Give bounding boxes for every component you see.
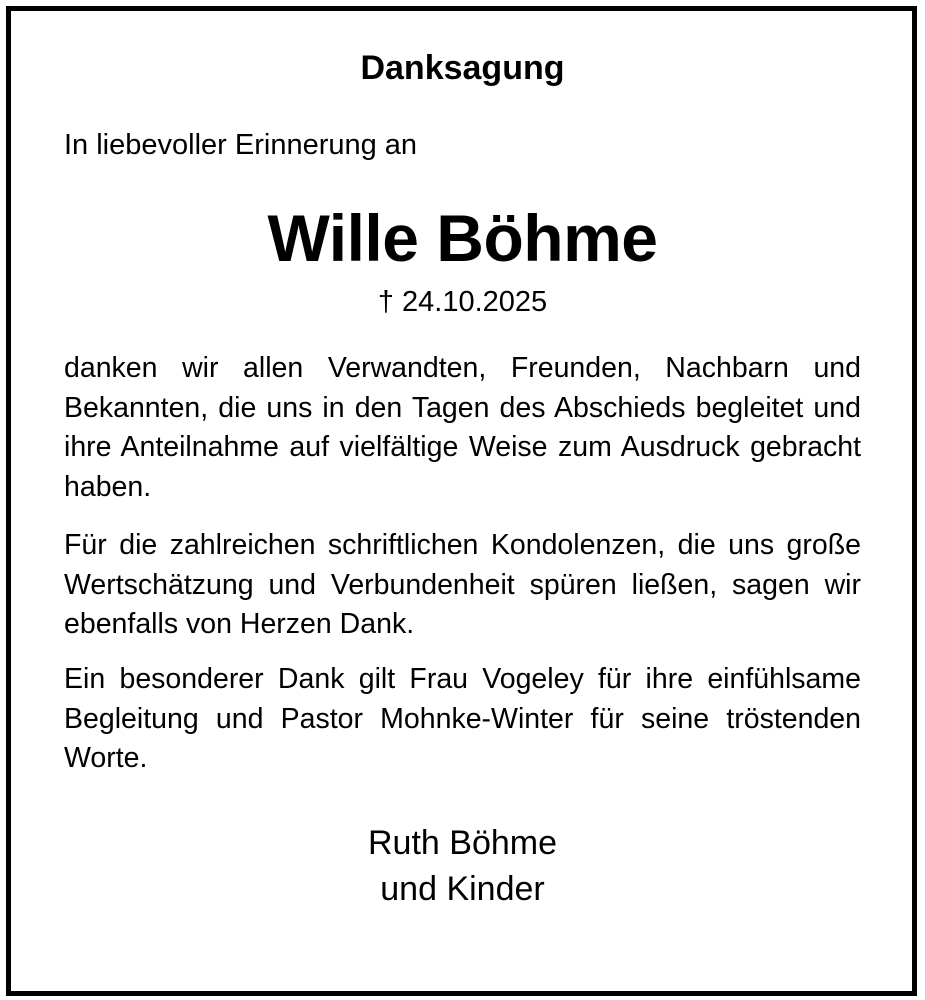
thanks-paragraph-2: Für die zahlreichen schriftlichen Kondolenzen, die uns große Wertschätzung und Verbundenheit spüren ließen, sagen wir ebenfalls von Herzen Dank. (64, 529, 861, 640)
intro-line: In liebevoller Erinnerung an (64, 129, 418, 161)
thanks-paragraph-3: Ein besonderer Dank gilt Frau Vogeley für ihre einfühlsame Begleitung und Pastor Mohnke-Winter für seine tröstenden Worte. (64, 663, 861, 774)
death-date: † 24.10.2025 (377, 286, 548, 318)
signature-line-2: und Kinder (380, 870, 545, 908)
notice-heading: Danksagung (360, 49, 565, 87)
signature-line-1: Ruth Böhme (368, 824, 557, 862)
deceased-name: Wille Böhme (267, 201, 658, 275)
thanks-paragraph-1: danken wir allen Verwandten, Freunden, Nachbarn und Bekannten, die uns in den Tagen des Abschieds begleitet und ihre Anteilnahme auf vielfältige Weise zum Ausdruck gebracht haben. (64, 352, 861, 503)
